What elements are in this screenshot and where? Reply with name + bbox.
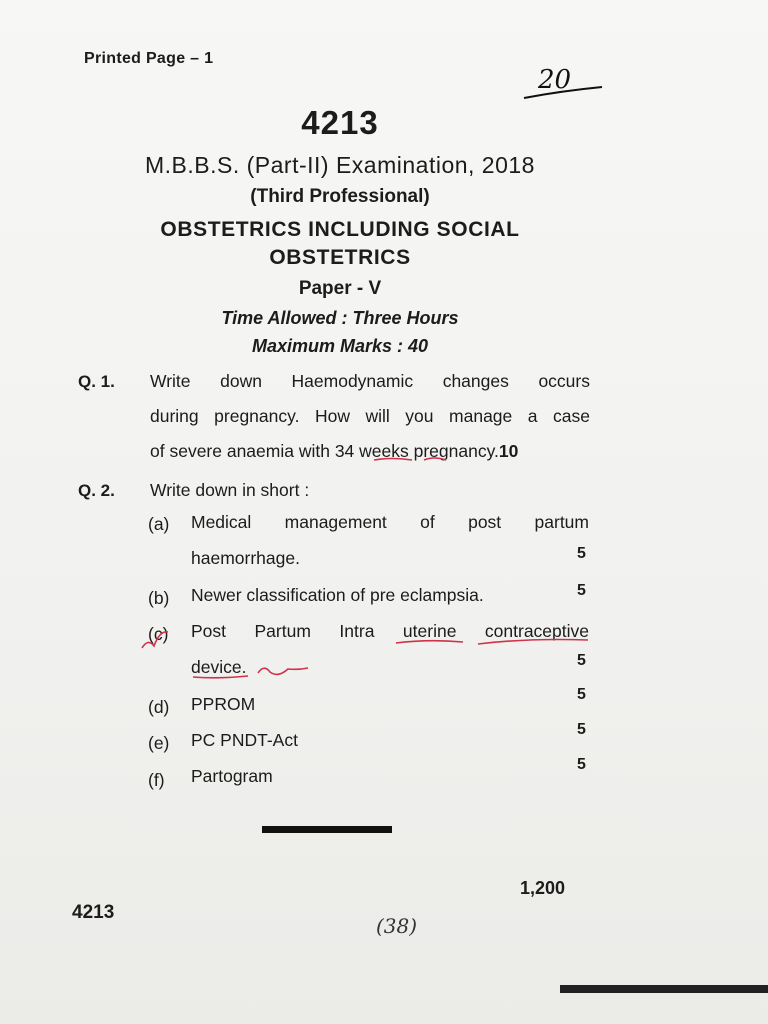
question-1-line: of severe anaemia with 34 weeks pregnancy. [150, 441, 499, 461]
printed-page-label: Printed Page – 1 [84, 50, 214, 67]
red-pen-marks-part-c [138, 618, 598, 682]
handwritten-page-text: (38) [376, 914, 418, 938]
handwritten-score-mark [516, 58, 606, 108]
footer-paper-code: 4213 [72, 902, 115, 923]
part-b-text: Newer classification of pre eclampsia. [191, 585, 484, 605]
copies-count: 1,200 [520, 878, 566, 898]
part-d-text: PPROM [191, 694, 256, 714]
question-1-text [150, 364, 590, 469]
question-2-text: Write down in short : [150, 480, 310, 500]
handwritten-page-mark [370, 905, 450, 945]
paper-code: 4213 [301, 104, 379, 141]
question-1-last-line [150, 434, 590, 469]
part-e-label: (e) [148, 733, 170, 753]
subject-title-line2: OBSTETRICS [269, 246, 411, 269]
question-1-marks: 10 [498, 441, 519, 461]
question-1-line: Write down Haemodynamic changes occurs [150, 371, 590, 391]
part-f-marks: 5 [577, 756, 586, 773]
question-1-number: Q. 1. [78, 372, 115, 391]
part-a-marks: 5 [577, 545, 586, 562]
part-b-marks: 5 [577, 582, 586, 599]
paper-number: Paper - V [298, 278, 382, 299]
question-2-number: Q. 2. [78, 481, 115, 500]
part-f-text: Partogram [191, 766, 273, 786]
maximum-marks: Maximum Marks : 40 [251, 336, 429, 356]
professional-label: (Third Professional) [250, 186, 430, 207]
exam-title: M.B.B.S. (Part-II) Examination, 2018 [145, 152, 535, 178]
part-b-label: (b) [148, 588, 170, 608]
part-a-text-line1: Medical management of post partum [191, 512, 589, 532]
part-a-label: (a) [148, 514, 170, 534]
part-d-marks: 5 [577, 686, 586, 703]
part-a-text-line2: haemorrhage. [191, 548, 300, 568]
red-pen-underline [372, 452, 462, 466]
handwritten-score-text: 20 [538, 65, 572, 95]
part-d-label: (d) [148, 697, 170, 717]
part-c-text-line1: Post Partum Intra uterine contraceptive [191, 621, 589, 641]
end-rule [262, 826, 392, 833]
part-c-label: (c) [148, 624, 169, 644]
part-e-text: PC PNDT-Act [191, 730, 298, 750]
question-1-line: during pregnancy. How will you manage a case [150, 406, 590, 426]
part-e-marks: 5 [577, 721, 586, 738]
time-allowed: Time Allowed : Three Hours [221, 308, 459, 328]
part-f-label: (f) [148, 770, 165, 790]
part-c-marks: 5 [577, 652, 586, 669]
part-c-text-line2: device. [191, 657, 247, 677]
subject-title-line1: OBSTETRICS INCLUDING SOCIAL [160, 218, 520, 241]
scan-edge-shadow [560, 985, 768, 993]
